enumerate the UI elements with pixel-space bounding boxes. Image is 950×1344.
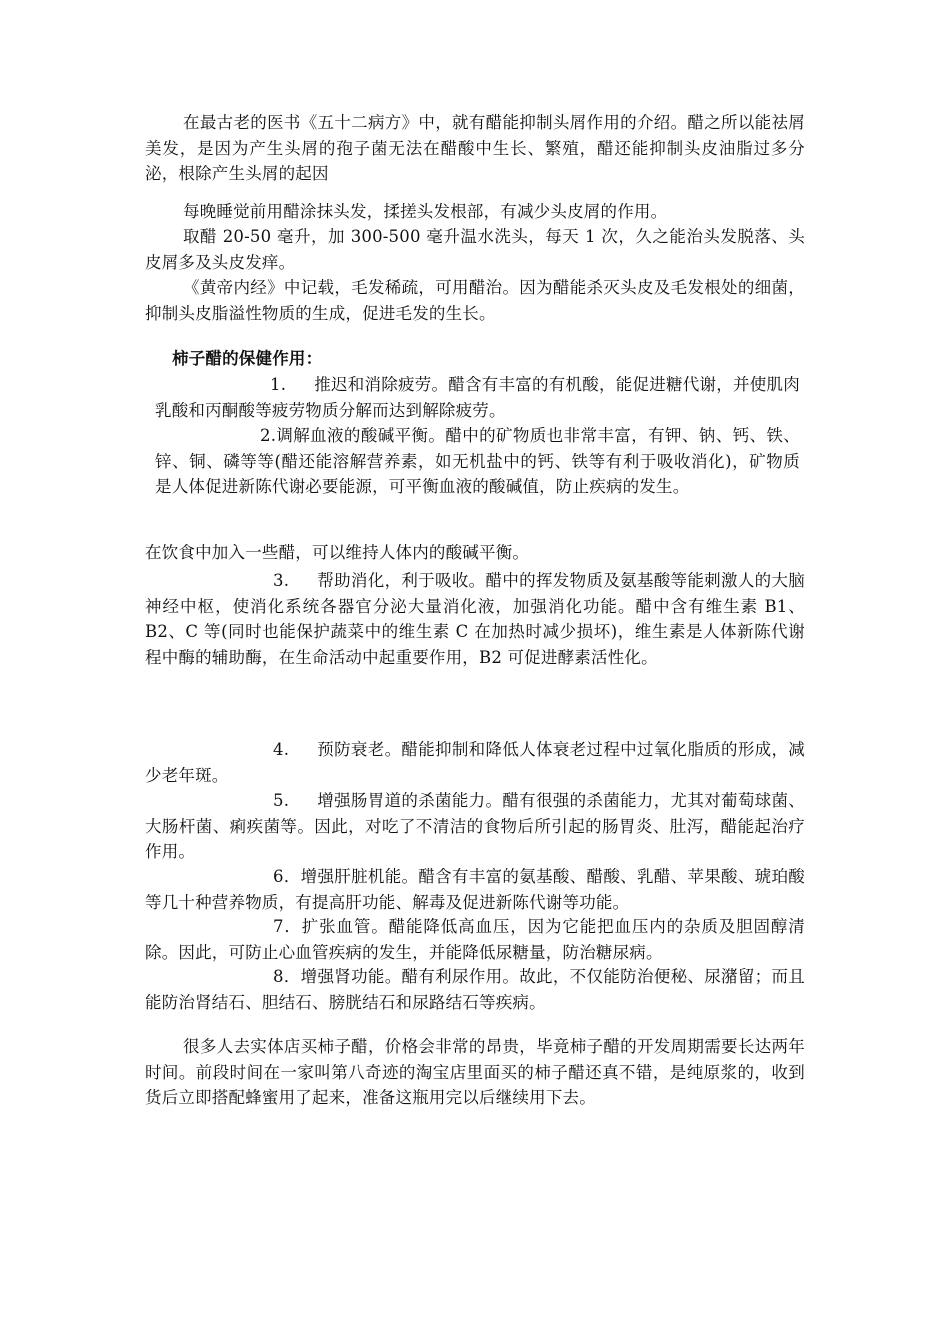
- list-number-4: 4.: [273, 740, 290, 759]
- paragraph-huangdi-neijing: 《黄帝内经》中记载，毛发稀疏，可用醋治。因为醋能杀灭头皮及毛发根处的细菌，抑制头皮脂溢性物质的生成，促进毛发的生长。: [145, 278, 805, 323]
- list-item-6: 6．增强肝脏机能。醋含有丰富的氨基酸、醋酸、乳醋、苹果酸、琥珀酸等几十种营养物质，有提高肝功能、解毒及促进新陈代谢等功能。: [145, 867, 805, 912]
- list-item-4: [145, 737, 805, 788]
- paragraph-wash-hair: 取醋 20-50 毫升，加 300-500 毫升温水洗头，每天 1 次，久之能治头发脱落、头皮屑多及头皮发痒。: [145, 227, 805, 272]
- list-number-5: 5.: [273, 791, 290, 810]
- list-item-8: 8．增强肾功能。醋有利尿作用。故此，不仅能防治便秘、尿潴留；而且能防治肾结石、胆结石、膀胱结石和尿路结石等疾病。: [145, 967, 805, 1012]
- list-item-5: [145, 788, 805, 865]
- list-item-5-text: 增强肠胃道的杀菌能力。醋有很强的杀菌能力，尤其对葡萄球菌、大肠杆菌、痢疾菌等。因此，对吃了不清洁的食物后所引起的肠胃炎、肚泻，醋能起治疗作用。: [145, 791, 805, 861]
- section-heading: 柿子醋的保健作用：: [172, 349, 323, 368]
- list-item-3: [145, 568, 805, 670]
- list-item-7: 7．扩张血管。醋能降低高血压，因为它能把血压内的杂质及胆固醇清除。因此，可防止心血管疾病的发生，并能降低尿糖量，防治糖尿病。: [145, 917, 805, 962]
- paragraph-acid-base-balance: 在饮食中加入一些醋，可以维持人体内的酸碱平衡。: [145, 543, 530, 562]
- list-number-1: 1.: [270, 375, 287, 394]
- paragraph-bedtime-vinegar: 每晚睡觉前用醋涂抹头发，揉搓头发根部，有减少头皮屑的作用。: [183, 202, 668, 221]
- paragraph-dandruff-history: 在最古老的医书《五十二病方》中，就有醋能抑制头屑作用的介绍。醋之所以能祛屑美发，是因为产生头屑的孢子菌无法在醋酸中生长、繁殖，醋还能抑制头皮油脂过多分泌，根除产生头屑的起因: [145, 113, 805, 183]
- list-item-4-text: 预防衰老。醋能抑制和降低人体衰老过程中过氧化脂质的形成，减少老年斑。: [145, 740, 805, 785]
- list-item-2: 2.调解血液的酸碱平衡。醋中的矿物质也非常丰富，有钾、钠、钙、铁、锌、铜、磷等等(醋还能溶解营养素，如无机盐中的钙、铁等有利于吸收消化)，矿物质是人体促进新陈代谢必要能源，可平衡血液的酸碱值，防止疾病的发生。: [155, 426, 800, 496]
- list-number-3: 3.: [273, 571, 290, 590]
- list-item-1-text: 推迟和消除疲劳。醋含有丰富的有机酸，能促进糖代谢，并使肌肉乳酸和丙酮酸等疲劳物质分解而达到解除疲劳。: [155, 375, 800, 420]
- paragraph-closing: 很多人去实体店买柿子醋，价格会非常的昂贵，毕竟柿子醋的开发周期需要长达两年时间。前段时间在一家叫第八奇迹的淘宝店里面买的柿子醋还真不错，是纯原浆的，收到货后立即搭配蜂蜜用了起来，准备这瓶用完以后继续用下去。: [145, 1037, 805, 1107]
- list-item-1: [155, 372, 800, 423]
- list-item-3-text: 帮助消化，利于吸收。醋中的挥发物质及氨基酸等能刺激人的大脑神经中枢，使消化系统各器官分泌大量消化液，加强消化功能。醋中含有维生素 B1、B2、C 等(同时也能保护蔬菜中的维生素 C 在加热时减少损坏)，维生素是人体新陈代谢程中酶的辅助酶，在生命活动中起重要作用，B2 可促进酵素活性化。: [145, 571, 805, 667]
